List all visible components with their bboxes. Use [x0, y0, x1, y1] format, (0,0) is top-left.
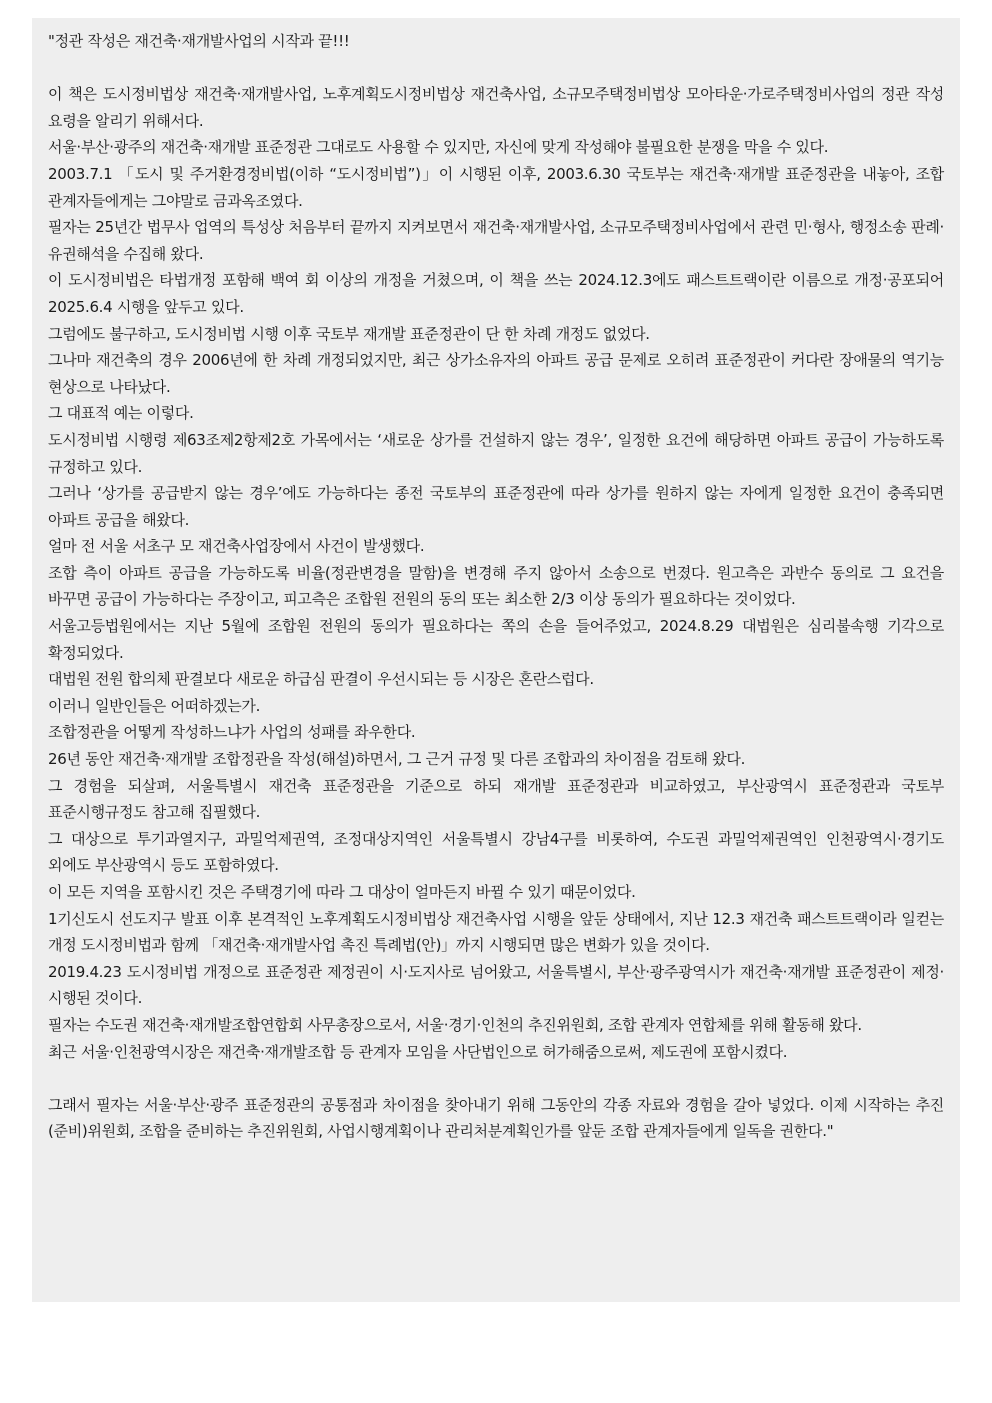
paragraph: 1기신도시 선도지구 발표 이후 본격적인 노후계획도시정비법상 재건축사업 시행을 앞둔 상태에서, 지난 12.3 재건축 패스트트랙이라 일컫는 개정 도시정비법과 함께 「재건축·재개발사업 촉진 특례법(안)」까지 시행되면 많은 변화가 있을 것이다.: [48, 909, 944, 955]
paragraph: 그 대표적 예는 이렇다.: [48, 404, 194, 423]
paragraph: 이 모든 지역을 포함시킨 것은 주택경기에 따라 그 대상이 얼마든지 바뀔 수 있기 때문이었다.: [48, 883, 636, 901]
paragraph: 조합 측이 아파트 공급을 가능하도록 비율(정관변경을 말함)을 변경해 주지 않아서 소송으로 번졌다. 원고측은 과반수 동의로 그 요건을 바꾸면 공급이 가능하다는 주장이고, 피고측은 조합원 전원의 동의 또는 최소한 2/3 이상 동의가 필요하다는 것이었다.: [48, 563, 944, 609]
blank-line: [48, 55, 944, 82]
paragraph: 도시정비법 시행령 제63조제2항제2호 가목에서는 ‘새로운 상가를 건설하지 않는 경우’, 일정한 요건에 해당하면 아파트 공급이 가능하도록 규정하고 있다.: [48, 430, 944, 476]
paragraph: 2003.7.1 「도시 및 주거환경정비법(이하 “도시정비법”)」이 시행된 이후, 2003.6.30 국토부는 재건축·재개발 표준정관을 내놓아, 조합 관계자들에게는 그야말로 금과옥조였다.: [48, 164, 944, 210]
paragraph: 그럼에도 불구하고, 도시정비법 시행 이후 국토부 재개발 표준정관이 단 한 차례 개정도 없었다.: [48, 324, 650, 343]
paragraph: 26년 동안 재건축·재개발 조합정관을 작성(해설)하면서, 그 근거 규정 및 다른 조합과의 차이점을 검토해 왔다.: [48, 750, 746, 769]
paragraph: 얼마 전 서울 서초구 모 재건축사업장에서 사건이 발생했다.: [48, 537, 425, 556]
blank-line: [48, 1065, 944, 1092]
paragraph: 필자는 25년간 법무사 업역의 특성상 처음부터 끝까지 지켜보면서 재건축·재개발사업, 소규모주택정비사업에서 관련 민·형사, 행정소송 판례·유권해석을 수집해 왔다.: [48, 218, 944, 263]
paragraph: 최근 서울·인천광역시장은 재건축·재개발조합 등 관계자 모임을 사단법인으로 허가해줌으로써, 제도권에 포함시켰다.: [48, 1042, 788, 1061]
paragraph: 그러나 ‘상가를 공급받지 않는 경우’에도 가능하다는 종전 국토부의 표준정관에 따라 상가를 원하지 않는 자에게 일정한 요건이 충족되면 아파트 공급을 해왔다.: [48, 484, 944, 529]
paragraph: 필자는 수도권 재건축·재개발조합연합회 사무총장으로서, 서울·경기·인천의 추진위원회, 조합 관계자 연합체를 위해 활동해 왔다.: [48, 1015, 862, 1034]
paragraph: 이러니 일반인들은 어떠하겠는가.: [48, 696, 261, 715]
closing-paragraph: 그래서 필자는 서울·부산·광주 표준정관의 공통점과 차이점을 찾아내기 위해 그동안의 각종 자료와 경험을 갈아 넣었다. 이제 시작하는 추진(준비)위원회, 조합을 준비하는 추진위원회, 사업시행계획이나 관리처분계획인가를 앞둔 조합 관계자들에게 일독을 권한다.": [48, 1095, 944, 1141]
paragraph: 그 대상으로 투기과열지구, 과밀억제권역, 조정대상지역인 서울특별시 강남4구를 비롯하여, 수도권 과밀억제권역인 인천광역시·경기도 외에도 부산광역시 등도 포함하였다.: [48, 829, 944, 875]
paragraph: 조합정관을 어떻게 작성하느냐가 사업의 성패를 좌우한다.: [48, 723, 416, 742]
paragraph: 이 책은 도시정비법상 재건축·재개발사업, 노후계획도시정비법상 재건축사업, 소규모주택정비법상 모아타운·가로주택정비사업의 정관 작성 요령을 알리기 위해서다.: [48, 85, 944, 130]
paragraph: 서울·부산·광주의 재건축·재개발 표준정관 그대로도 사용할 수 있지만, 자신에 맞게 작성해야 불필요한 분쟁을 막을 수 있다.: [48, 138, 829, 157]
paragraph: 그 경험을 되살펴, 서울특별시 재건축 표준정관을 기준으로 하되 재개발 표준정관과 비교하였고, 부산광역시 표준정관과 국토부 표준시행규정도 참고해 집필했다.: [48, 776, 944, 822]
paragraph: 그나마 재건축의 경우 2006년에 한 차례 개정되었지만, 최근 상가소유자의 아파트 공급 문제로 오히려 표준정관이 커다란 장애물의 역기능 현상으로 나타났다.: [48, 351, 944, 396]
book-intro-text-box: [32, 18, 960, 1302]
paragraph: 이 도시정비법은 타법개정 포함해 백여 회 이상의 개정을 거쳤으며, 이 책을 쓰는 2024.12.3에도 패스트트랙이란 이름으로 개정·공포되어 2025.6.4 시행을 앞두고 있다.: [48, 271, 944, 316]
paragraph: 대법원 전원 합의체 판결보다 새로운 하급심 판결이 우선시되는 등 시장은 혼란스럽다.: [48, 670, 594, 689]
paragraph: 서울고등법원에서는 지난 5월에 조합원 전원의 동의가 필요하다는 쪽의 손을 들어주었고, 2024.8.29 대법원은 심리불속행 기각으로 확정되었다.: [48, 617, 944, 662]
intro-headline: "정관 작성은 재건축·재개발사업의 시작과 끝!!!: [48, 32, 350, 50]
paragraph: 2019.4.23 도시정비법 개정으로 표준정관 제정권이 시·도지사로 넘어왔고, 서울특별시, 부산·광주광역시가 재건축·재개발 표준정관이 제정·시행된 것이다.: [48, 962, 944, 1008]
